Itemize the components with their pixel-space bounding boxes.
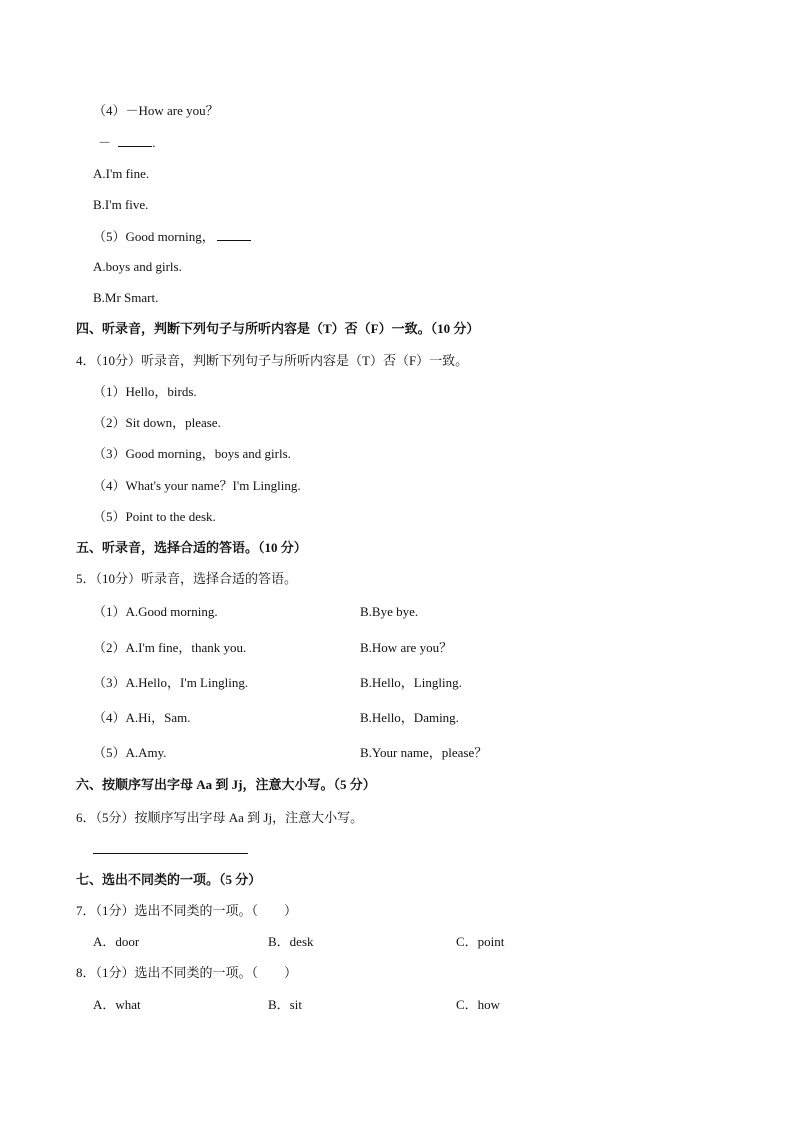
section4-item-3: （3）Good morning，boys and girls.: [93, 446, 291, 461]
q7-question: 7．（1分）选出不同类的一项。（ ）: [76, 903, 298, 918]
section6-question: 6．（5分）按顺序写出字母 Aa 到 Jj，注意大小写。: [76, 810, 364, 825]
section5-question: 5．（10分）听录音，选择合适的答语。: [76, 571, 298, 586]
section5-item-2-b: B.How are you？: [360, 640, 453, 655]
q7-option-b: B．desk: [268, 934, 314, 949]
section4-item-4: （4）What's your name？I'm Lingling.: [93, 478, 301, 493]
q8-option-a: A．what: [93, 997, 141, 1012]
section5-item-5-b: B.Your name，please？: [360, 745, 488, 760]
q3-item4-answer-line: [98, 134, 156, 151]
section4-item-5: （5）Point to the desk.: [93, 509, 216, 524]
section4-heading: 四、听录音，判断下列句子与所听内容是（T）否（F）一致。（10 分）: [76, 321, 480, 336]
q7-option-a: A．door: [93, 934, 140, 949]
section5-item-5-a: （5）A.Amy.: [93, 745, 167, 760]
q7-option-c: C．point: [456, 934, 505, 949]
section5-item-1-b: B.Bye bye.: [360, 604, 419, 619]
answer-blank: [217, 228, 251, 241]
answer-suffix: .: [152, 135, 156, 150]
section4-item-1: （1）Hello，birds.: [93, 384, 197, 399]
q3-item4-option-b: B.I'm five.: [93, 197, 149, 212]
q3-item5-option-a: A.boys and girls.: [93, 259, 182, 274]
section4-question: 4．（10分）听录音，判断下列句子与所听内容是（T）否（F）一致。: [76, 353, 469, 368]
q3-item4-prompt: （4）－How are you？: [93, 103, 219, 118]
q3-item4-option-a: A.I'm fine.: [93, 166, 150, 181]
section5-item-2-a: （2）A.I'm fine，thank you.: [93, 640, 247, 655]
section5-item-4-a: （4）A.Hi，Sam.: [93, 710, 191, 725]
answer-blank: [118, 134, 152, 147]
answer-writing-line: [93, 853, 248, 854]
section6-heading: 六、按顺序写出字母 Aa 到 Jj，注意大小写。（5 分）: [76, 777, 376, 792]
section5-item-1-a: （1）A.Good morning.: [93, 604, 218, 619]
section5-heading: 五、听录音，选择合适的答语。（10 分）: [76, 540, 307, 555]
q8-option-c: C．how: [456, 997, 501, 1012]
section7-heading: 七、选出不同类的一项。（5 分）: [76, 872, 262, 887]
section5-item-4-b: B.Hello，Daming.: [360, 710, 459, 725]
q8-option-b: B．sit: [268, 997, 302, 1012]
q3-item5-prompt-line: [93, 228, 251, 245]
answer-prefix: －: [98, 135, 112, 150]
q8-question: 8．（1分）选出不同类的一项。（ ）: [76, 965, 298, 980]
section4-item-2: （2）Sit down，please.: [93, 415, 221, 430]
section5-item-3-b: B.Hello，Lingling.: [360, 675, 462, 690]
section5-item-3-a: （3）A.Hello，I'm Lingling.: [93, 675, 249, 690]
q3-item5-prompt: （5）Good morning，: [93, 229, 215, 244]
q3-item5-option-b: B.Mr Smart.: [93, 290, 159, 305]
